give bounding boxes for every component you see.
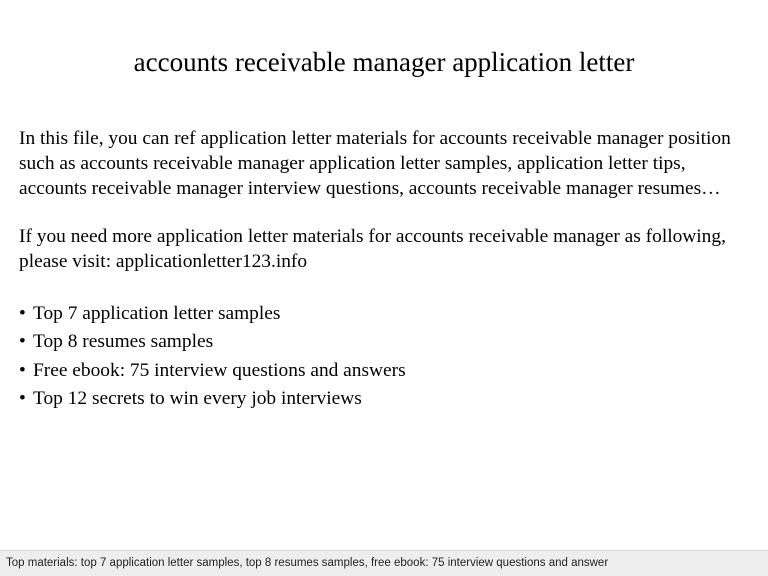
materials-list (19, 301, 749, 412)
bullet-icon: • (19, 359, 26, 381)
list-item-text: Free ebook: 75 interview questions and answers (33, 359, 406, 381)
list-item (19, 386, 749, 411)
list-item-text: Top 8 resumes samples (33, 331, 214, 353)
slide-title: accounts receivable manager application letter (133, 47, 635, 77)
slide-body (19, 126, 749, 415)
list-item-text: Top 7 application letter samples (33, 303, 281, 325)
more-info-paragraph: If you need more application letter materials for accounts receivable manager as following, please visit: applicationletter123.info (19, 225, 726, 272)
list-item (19, 358, 749, 383)
intro-paragraph: In this file, you can ref application letter materials for accounts receivable manager position such as accounts receivable manager application letter samples, application letter tips, accounts receivable manager interview questions, accounts receivable manager resumes… (19, 128, 731, 200)
footer-text: Top materials: top 7 application letter samples, top 8 resumes samples, free ebook: 75 interview questions and answer (6, 557, 609, 569)
list-item (19, 329, 749, 354)
list-item-text: Top 12 secrets to win every job interviews (33, 388, 362, 410)
footer-bar (0, 550, 768, 576)
list-item (19, 301, 749, 326)
bullet-icon: • (19, 388, 26, 410)
bullet-icon: • (19, 303, 26, 325)
bullet-icon: • (19, 331, 26, 353)
